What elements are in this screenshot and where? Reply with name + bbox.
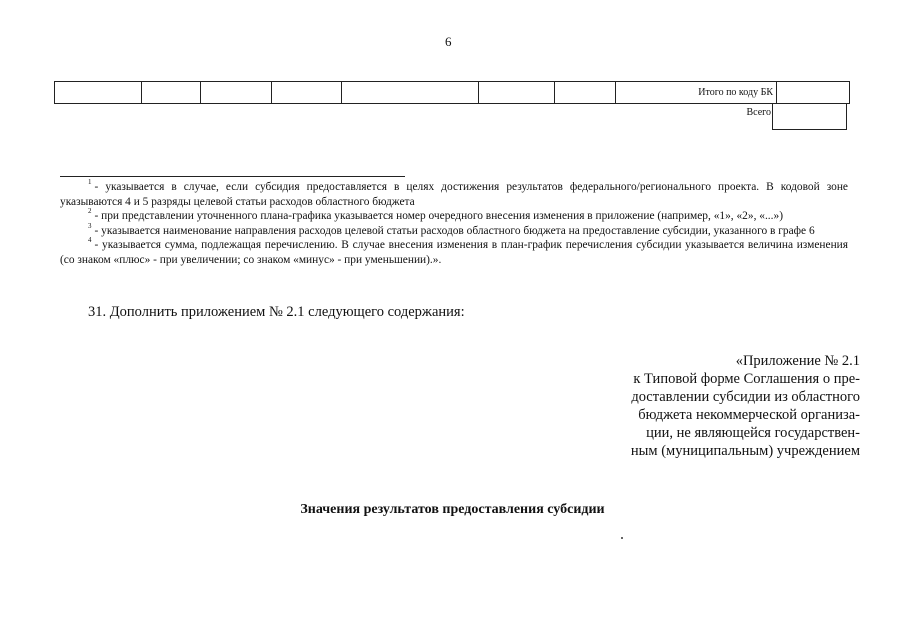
scan-speck — [621, 537, 623, 539]
total-value — [772, 104, 847, 130]
table-cell — [555, 82, 616, 104]
footnote-mark: 3 — [88, 221, 92, 230]
total-by-kbk-value — [777, 82, 850, 104]
appendix-line: доставлении субсидии из областного — [631, 389, 860, 405]
footnote-3 — [60, 221, 848, 239]
total-by-kbk-label: Итого по коду БК — [616, 82, 777, 104]
table-cell — [142, 82, 201, 104]
totals-table — [54, 81, 850, 104]
footnote-1 — [60, 180, 848, 209]
page-number: 6 — [445, 34, 452, 49]
footnote-2 — [60, 209, 848, 224]
footnote-mark: 4 — [88, 236, 92, 245]
table-cell — [479, 82, 555, 104]
appendix-line: «Приложение № 2.1 — [735, 353, 860, 369]
table-cell — [55, 82, 142, 104]
footnote-mark: 2 — [88, 207, 92, 216]
appendix-line: к Типовой форме Соглашения о пре- — [633, 371, 860, 387]
footnote-text: - указывается сумма, подлежащая перечислению. В случае внесения изменения в план-график перечисления субсидии указывается величина изменения (со знаком «плюс» - при увеличении; со знаком «минус» - при уменьшении).». — [60, 239, 848, 266]
appendix-line: ции, не являющейся государствен- — [646, 425, 860, 441]
table-cell — [342, 82, 479, 104]
appendix-reference — [590, 352, 860, 460]
table-cell — [201, 82, 272, 104]
footnote-4 — [60, 238, 848, 267]
table-cell — [272, 82, 342, 104]
footnote-mark: 1 — [88, 178, 92, 186]
total-label: Всего — [746, 107, 771, 118]
footnote-text: - указывается наименование направления расходов целевой статьи расходов областного бюджета на предоставление субсидии, указанного в графе 6 — [94, 224, 815, 237]
appendix-line: ным (муниципальным) учреждением — [630, 443, 860, 459]
total-row — [613, 104, 847, 130]
footnote-separator — [60, 176, 405, 177]
section-heading: Значения результатов предоставления субсидии — [300, 502, 605, 517]
appendix-line: бюджета некоммерческой организа- — [638, 407, 860, 423]
footnote-text: - указывается в случае, если субсидия предоставляется в целях достижения результатов федерального/регионального проекта. В кодовой зоне указываются 4 и 5 разряды целевой статьи расходов областного бюджета — [60, 181, 848, 208]
footnote-text: - при представлении уточненного плана-графика указывается номер очередного внесения изменения в приложение (например, «1», «2», «...») — [94, 210, 783, 223]
footnotes — [60, 180, 848, 268]
table-row — [55, 82, 850, 104]
paragraph-31: 31. Дополнить приложением № 2.1 следующего содержания: — [88, 304, 465, 320]
